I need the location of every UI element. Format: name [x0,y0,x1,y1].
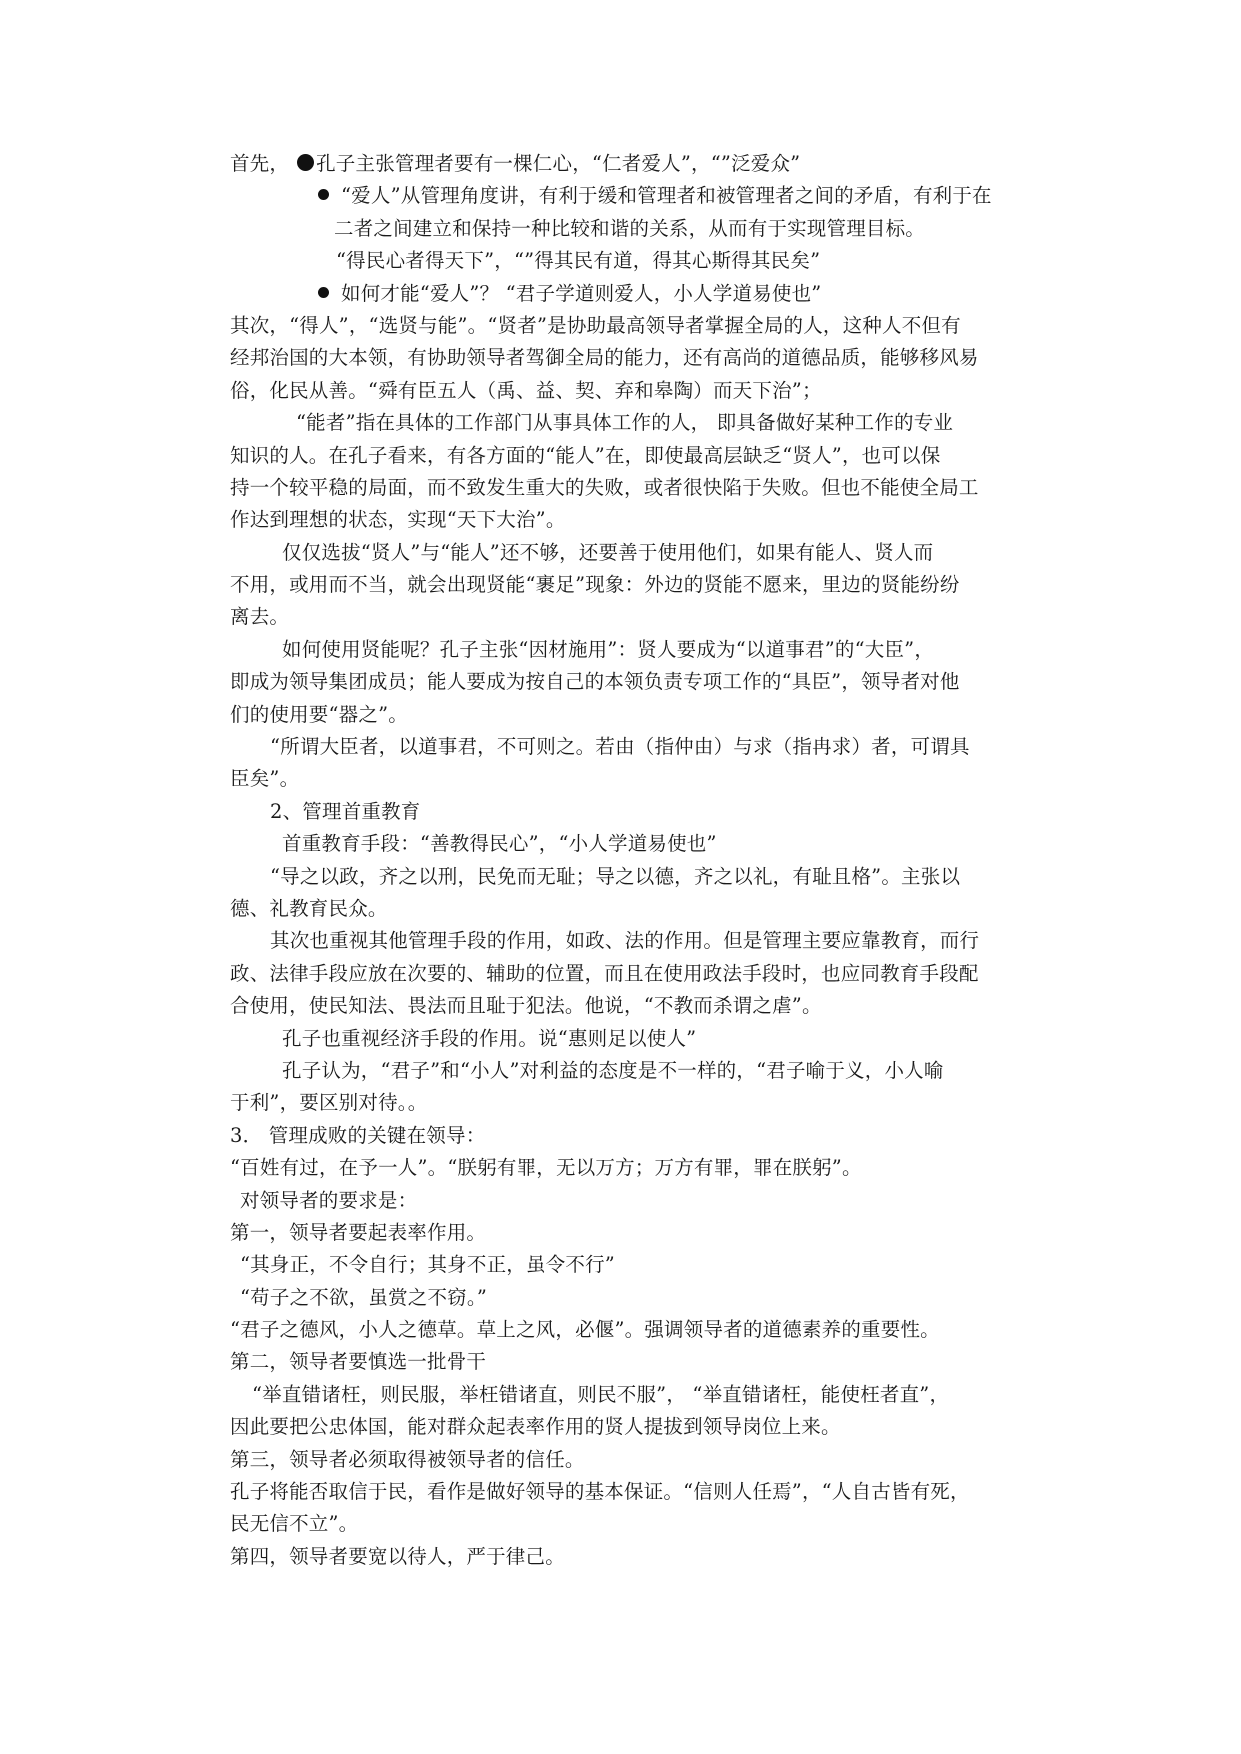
text-line: “所谓大臣者，以道事君，不可则之。若由（指仲由）与求（指冉求）者，可谓具 [270,735,970,759]
document-page [230,148,1060,1573]
intro-text: 孔子主张管理者要有一棵仁心，“仁者爱人”，“”泛爱众” [316,152,801,175]
text-line: 作达到理想的状态，实现“天下大治”。 [230,508,566,532]
text-line: 第二，领导者要慎选一批骨干 [230,1350,487,1374]
text-line: 其次，“得人”，“选贤与能”。“贤者”是协助最高领导者掌握全局的人，这种人不但有 [230,313,961,337]
text-line: 经邦治国的大本领，有协助领导者驾御全局的能力，还有高尚的道德品质，能够移风易 [230,346,979,370]
bullet-dot-icon [318,189,329,200]
text-line: “举直错诸枉，则民服，举枉错诸直，则民不服”， “举直错诸枉，能使枉者直”， [252,1382,950,1406]
text-line: 孔子将能否取信于民，看作是做好领导的基本保证。“信则人任焉”，“人自古皆有死， [230,1480,970,1504]
text-line: “君子之德风，小人之德草。草上之风，必偃”。强调领导者的道德素养的重要性。 [230,1318,940,1342]
text-line: 民无信不立”。 [230,1512,359,1536]
intro-line [230,148,1060,180]
text-line: 如何使用贤能呢？孔子主张“因材施用”：贤人要成为“以道事君”的“大臣”， [282,637,935,661]
text-line: 俗，化民从善。“舜有臣五人（禹、益、契、弃和皋陶）而天下治”； [230,378,822,402]
text-line: 第三，领导者必须取得被领导者的信任。 [230,1447,585,1471]
bullet-text: 如何才能“爱人”？ “君子学道则爱人，小人学道易使也” [341,281,822,305]
text-line: 政、法律手段应放在次要的、辅助的位置，而且在使用政法手段时，也应同教育手段配 [230,961,979,985]
text-line: 离去。 [230,605,290,629]
text-line: 知识的人。在孔子看来，有各方面的“能人”在，即使最高层缺乏“贤人”，也可以保 [230,443,941,467]
text-line: “得民心者得天下”，“”得其民有道，得其心斯得其民矣” [336,249,821,273]
intro-prefix: 首先， [230,152,290,175]
text-line: 持一个较平稳的局面，而不致发生重大的失败，或者很快陷于失败。但也不能使全局工 [230,475,979,499]
text-line: “苟子之不欲，虽赏之不窃。” [240,1285,487,1309]
text-line: 对领导者的要求是： [240,1188,418,1212]
text-line: 于利”，要区别对待。。 [230,1091,428,1115]
bullet-text: “爱人”从管理角度讲，有利于缓和管理者和被管理者之间的矛盾，有利于在 [341,184,992,208]
text-line: 合使用，使民知法、畏法而且耻于犯法。他说，“不教而杀谓之虐”。 [230,994,822,1018]
text-line: “导之以政，齐之以刑，民免而无耻；导之以德，齐之以礼，有耻且格”。主张以 [270,864,961,888]
bullet-item [230,180,1060,212]
section-heading: 2、管理首重教育 [270,799,421,823]
text-line: 仅仅选拔“贤人”与“能人”还不够，还要善于使用他们，如果有能人、贤人而 [282,540,934,564]
text-line: 即成为领导集团成员；能人要成为按自己的本领负责专项工作的“具臣”，领导者对他 [230,670,960,694]
text-line: “百姓有过，在予一人”。“朕躬有罪，无以万方；万方有罪，罪在朕躬”。 [230,1156,862,1180]
section-heading: 3． 管理成败的关键在领导： [230,1123,486,1147]
text-line: 二者之间建立和保持一种比较和谐的关系，从而有于实现管理目标。 [334,216,926,240]
bullet-item [230,278,1060,310]
bullet-dot-icon [297,154,314,171]
text-line: 其次也重视其他管理手段的作用，如政、法的作用。但是管理主要应靠教育，而行 [270,929,980,953]
text-line: 第一，领导者要起表率作用。 [230,1220,487,1244]
text-line: 孔子认为，“君子”和“小人”对利益的态度是不一样的，“君子喻于义，小人喻 [282,1058,944,1082]
text-line: “能者”指在具体的工作部门从事具体工作的人， 即具备做好某种工作的专业 [296,411,954,435]
text-line: 们的使用要“器之”。 [230,702,408,726]
text-line: 首重教育手段：“善教得民心”，“小人学道易使也” [282,832,717,856]
text-line: 臣矣”。 [230,767,300,791]
text-line: 德、礼教育民众。 [230,896,388,920]
text-line: 因此要把公忠体国，能对群众起表率作用的贤人提拔到领导岗位上来。 [230,1415,841,1439]
bullet-dot-icon [318,287,329,298]
text-line: 不用，或用而不当，就会出现贤能“裹足”现象：外边的贤能不愿来，里边的贤能纷纷 [230,573,960,597]
text-line: “其身正，不令自行；其身不正，虽令不行” [240,1253,615,1277]
text-line: 第四，领导者要宽以待人，严于律己。 [230,1544,565,1568]
text-line: 孔子也重视经济手段的作用。说“惠则足以使人” [282,1026,697,1050]
